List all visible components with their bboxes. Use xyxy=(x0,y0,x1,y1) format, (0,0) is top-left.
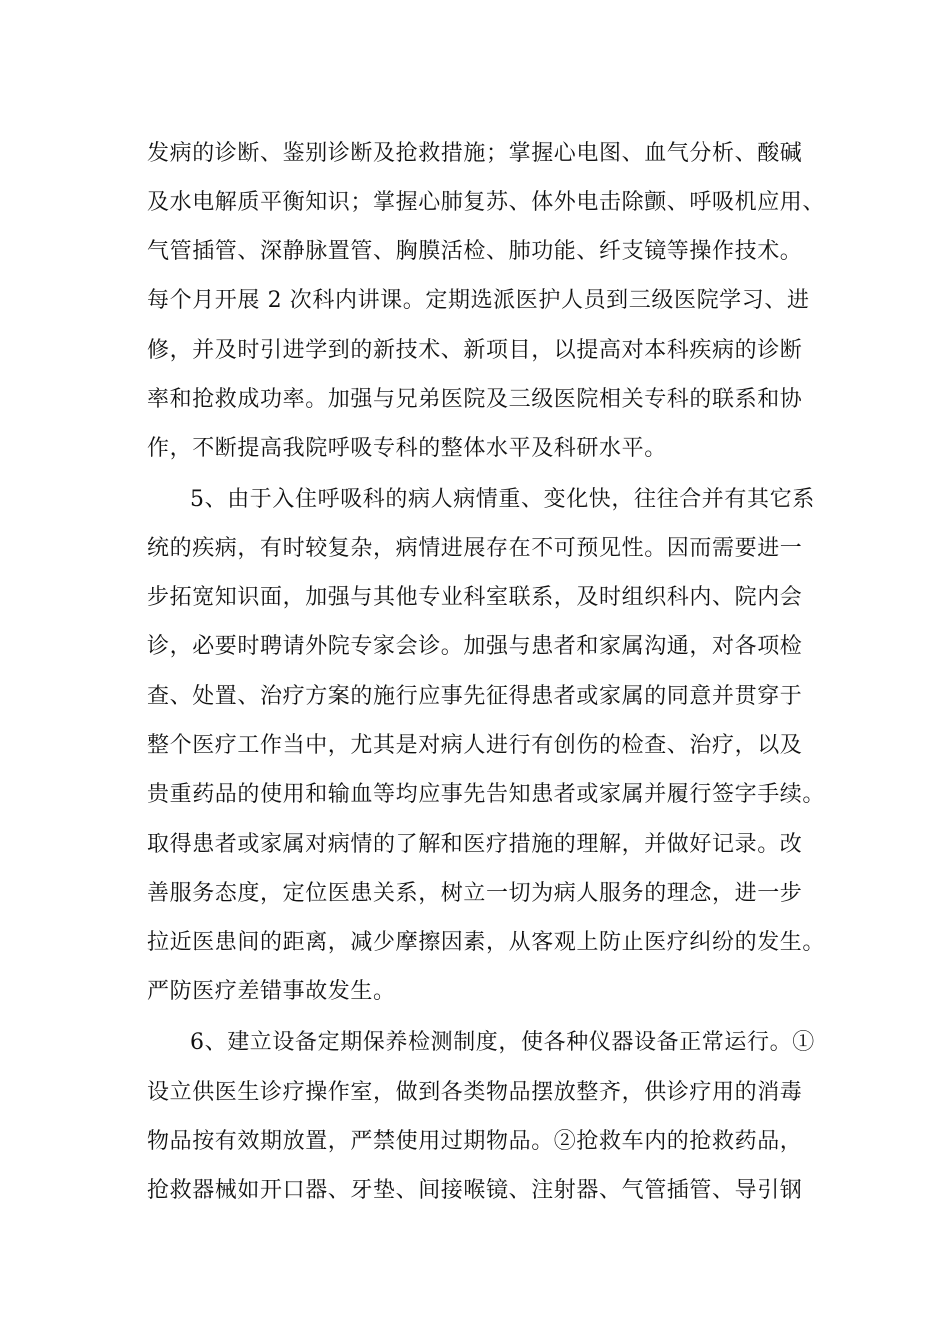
text-line: 统的疾病，有时较复杂，病情进展存在不可预见性。因而需要进一 xyxy=(147,536,803,561)
text-line: 修，并及时引进学到的新技术、新项目，以提高对本科疾病的诊断 xyxy=(147,338,803,363)
paragraph-6-first-line: 6、建立设备定期保养检测制度，使各种仪器设备正常运行。① xyxy=(190,1030,815,1055)
text-line: 步拓宽知识面，加强与其他专业科室联系，及时组织科内、院内会 xyxy=(147,585,803,610)
text-line: 严防医疗差错事故发生。 xyxy=(147,979,396,1004)
text-line: 气管插管、深静脉置管、胸膜活检、肺功能、纤支镜等操作技术。 xyxy=(147,239,803,264)
text-line: 贵重药品的使用和输血等均应事先告知患者或家属并履行签字手续。 xyxy=(147,782,826,807)
text-line: 抢救器械如开口器、牙垫、间接喉镜、注射器、气管插管、导引钢 xyxy=(147,1178,803,1203)
text-line: 及水电解质平衡知识；掌握心肺复苏、体外电击除颤、呼吸机应用、 xyxy=(147,190,826,215)
text-line: 整个医疗工作当中，尤其是对病人进行有创伤的检查、治疗，以及 xyxy=(147,733,803,758)
text-line: 发病的诊断、鉴别诊断及抢救措施；掌握心电图、血气分析、酸碱 xyxy=(147,141,803,166)
text-line: 物品按有效期放置，严禁使用过期物品。②抢救车内的抢救药品， xyxy=(147,1129,803,1154)
text-line: 设立供医生诊疗操作室，做到各类物品摆放整齐，供诊疗用的消毒 xyxy=(147,1080,803,1105)
text-line: 率和抢救成功率。加强与兄弟医院及三级医院相关专科的联系和协 xyxy=(147,387,803,412)
text-line: 拉近医患间的距离，减少摩擦因素，从客观上防止医疗纠纷的发生。 xyxy=(147,930,826,955)
text-line: 作，不断提高我院呼吸专科的整体水平及科研水平。 xyxy=(147,436,667,461)
text-line: 每个月开展 2 次科内讲课。定期选派医护人员到三级医院学习、进 xyxy=(147,288,810,313)
text-line: 善服务态度，定位医患关系，树立一切为病人服务的理念，进一步 xyxy=(147,881,803,906)
text-line: 查、处置、治疗方案的施行应事先征得患者或家属的同意并贯穿于 xyxy=(147,684,803,709)
text-line: 取得患者或家属对病情的了解和医疗措施的理解，并做好记录。改 xyxy=(147,832,803,857)
paragraph-5-first-line: 5、由于入住呼吸科的病人病情重、变化快，往往合并有其它系 xyxy=(190,487,815,512)
text-line: 诊，必要时聘请外院专家会诊。加强与患者和家属沟通，对各项检 xyxy=(147,634,803,659)
